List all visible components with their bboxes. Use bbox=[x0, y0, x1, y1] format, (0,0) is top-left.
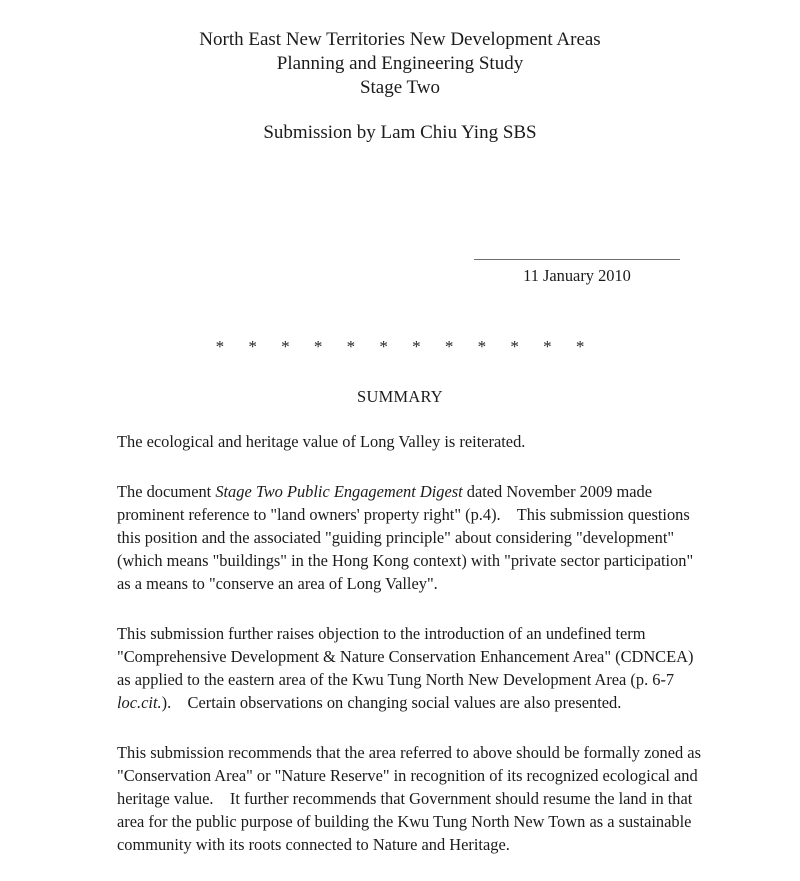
text-line: as a means to "conserve an area of Long Valley". bbox=[117, 574, 438, 593]
title-line-3: Stage Two bbox=[359, 77, 441, 98]
title-line-1: North East New Territories New Development Areas bbox=[199, 29, 601, 50]
title-line-2: Planning and Engineering Study bbox=[276, 53, 524, 74]
text-line: heritage value. It further recommends that Government should resume the land in that bbox=[117, 789, 693, 808]
text-line bbox=[117, 480, 683, 503]
text-line: "Conservation Area" or "Nature Reserve" in recognition of its recognized ecological and bbox=[117, 766, 698, 785]
asterisk-separator: * * * * * * * * * * * * bbox=[215, 337, 585, 356]
text-run: The document bbox=[117, 482, 216, 501]
paragraph-1 bbox=[117, 430, 683, 453]
paragraph-4 bbox=[117, 741, 701, 856]
text-line: This submission recommends that the area referred to above should be formally zoned as bbox=[117, 743, 701, 762]
text-line: as applied to the eastern area of the Kwu Tung North New Development Area (p. 6-7 bbox=[117, 670, 675, 689]
text-run-italic: loc.cit. bbox=[117, 693, 162, 712]
submission-line: Submission by Lam Chiu Ying SBS bbox=[263, 122, 537, 143]
paragraph-3 bbox=[117, 622, 694, 714]
date-block bbox=[474, 259, 680, 287]
text-line: area for the public purpose of building the Kwu Tung North New Town as a sustainable bbox=[117, 812, 692, 831]
text-line bbox=[117, 691, 683, 714]
text-line: prominent reference to "land owners' property right" (p.4). This submission questions bbox=[117, 505, 690, 524]
text-run-italic: Stage Two Public Engagement Digest bbox=[215, 482, 463, 501]
date-text: 11 January 2010 bbox=[523, 266, 631, 285]
text-line: This submission further raises objection to the introduction of an undefined term bbox=[117, 624, 646, 643]
text-line: community with its roots connected to Nature and Heritage. bbox=[117, 835, 510, 854]
paragraph-2 bbox=[117, 480, 694, 595]
text-line: (which means "buildings" in the Hong Kong context) with "private sector participation" bbox=[117, 551, 694, 570]
text-run: ). Certain observations on changing social values are also presented. bbox=[161, 693, 622, 712]
text-line: this position and the associated "guiding principle" about considering "development" bbox=[117, 528, 675, 547]
summary-heading: SUMMARY bbox=[357, 387, 443, 406]
text-line: "Comprehensive Development & Nature Conservation Enhancement Area" (CDNCEA) bbox=[117, 647, 694, 666]
document-title bbox=[117, 28, 683, 100]
text-line: The ecological and heritage value of Long Valley is reiterated. bbox=[117, 432, 526, 451]
text-run: dated November 2009 made bbox=[462, 482, 652, 501]
